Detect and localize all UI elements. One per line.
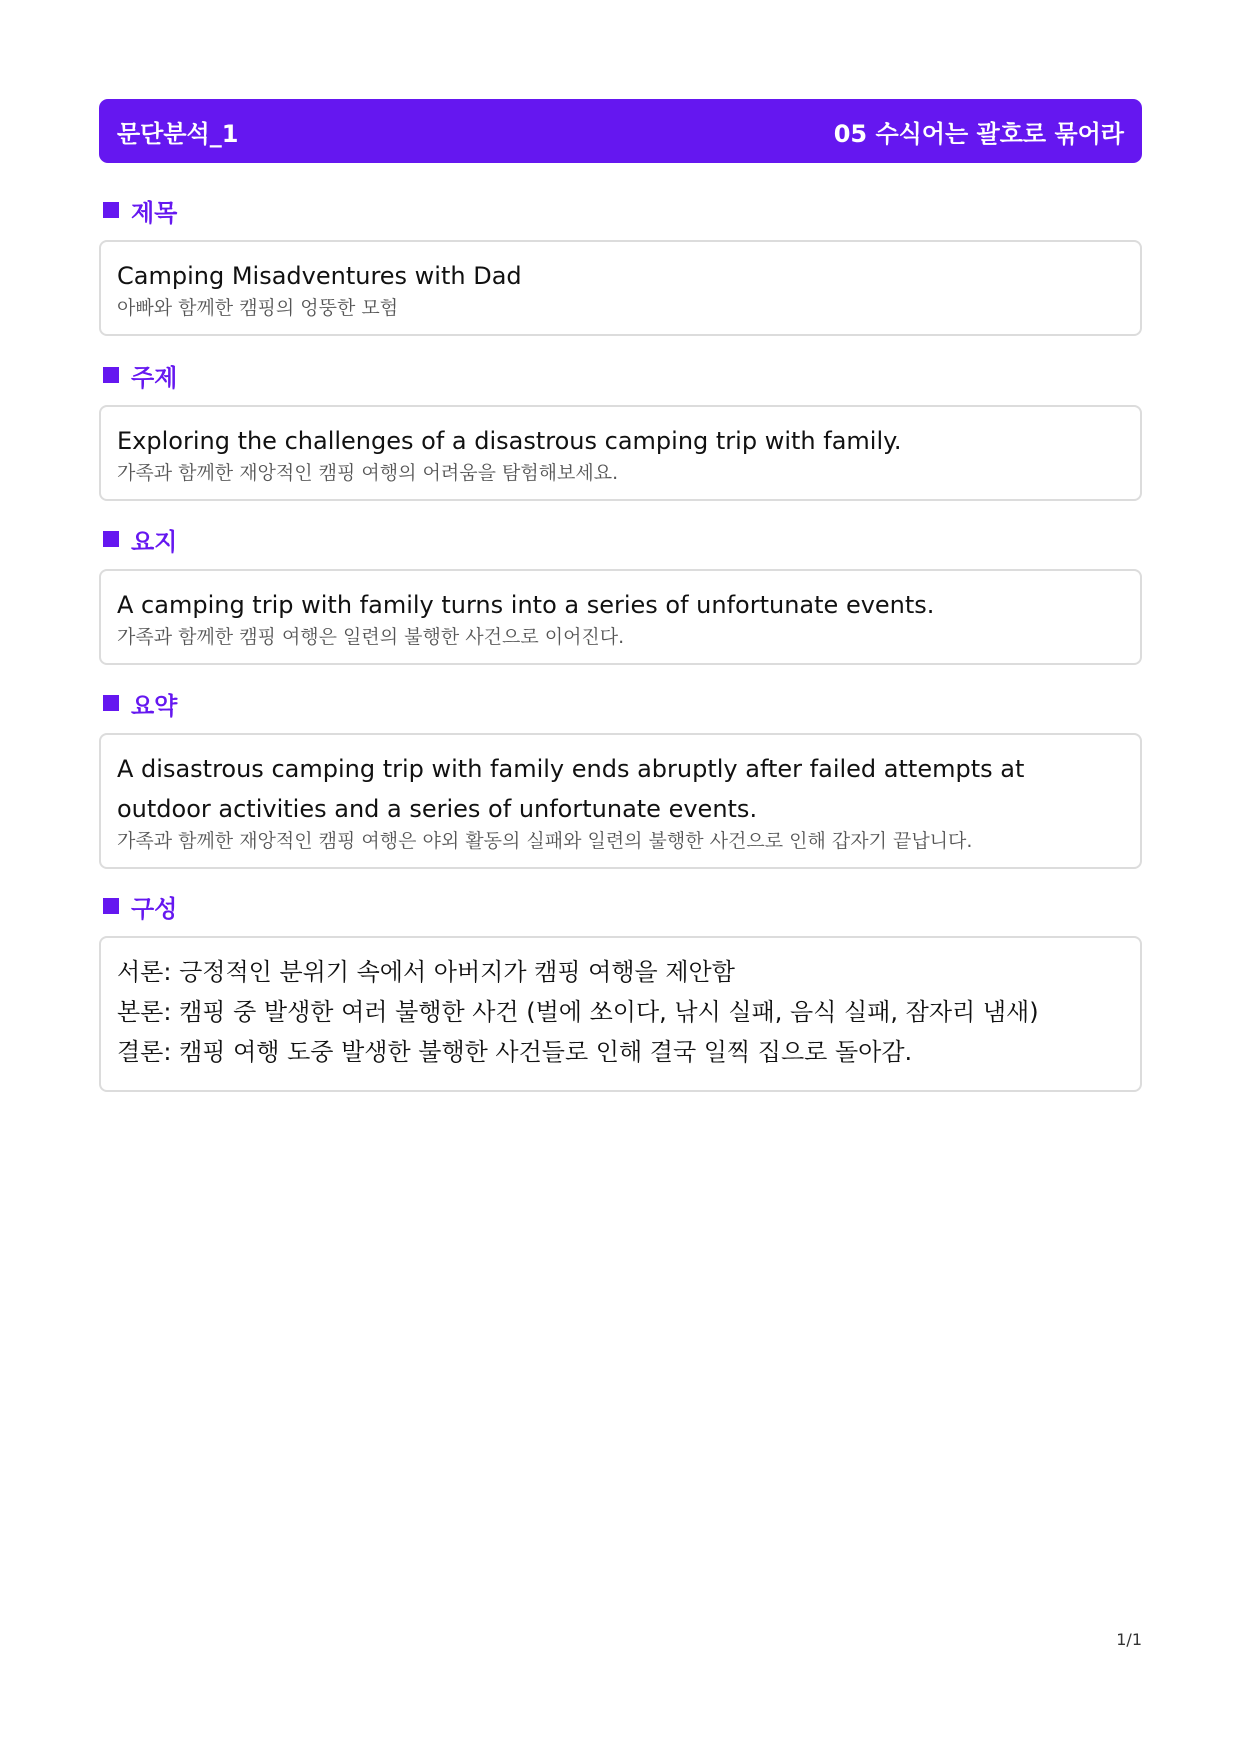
content-box xyxy=(99,405,1142,501)
section-structure xyxy=(99,886,1142,1092)
korean-text: 아빠와 함께한 캠핑의 엉뚱한 모험 xyxy=(117,297,399,319)
section-label-text: 요약 xyxy=(131,691,178,720)
section-label-text: 제목 xyxy=(131,198,178,227)
page-number: 1/1 xyxy=(1116,1630,1142,1649)
section-label xyxy=(99,886,1142,926)
korean-text: 가족과 함께한 캠핑 여행은 일련의 불행한 사건으로 이어진다. xyxy=(117,626,625,648)
section-gist xyxy=(99,519,1142,665)
english-text: A camping trip with family turns into a series of unfortunate events. xyxy=(117,591,935,619)
square-bullet-icon xyxy=(103,898,119,914)
header-title: 문단분석_1 xyxy=(117,119,239,148)
content-box xyxy=(99,936,1142,1092)
korean-text: 가족과 함께한 재앙적인 캠핑 여행의 어려움을 탐험해보세요. xyxy=(117,462,619,484)
square-bullet-icon xyxy=(103,531,119,547)
structure-conclusion: 결론: 캠핑 여행 도중 발생한 불행한 사건들로 인해 결국 일찍 집으로 돌아감. xyxy=(117,1038,913,1066)
section-theme xyxy=(99,355,1142,501)
page-header xyxy=(99,99,1142,163)
section-summary xyxy=(99,683,1142,869)
section-title xyxy=(99,190,1142,336)
square-bullet-icon xyxy=(103,367,119,383)
section-label-text: 요지 xyxy=(131,527,178,556)
structure-intro: 서론: 긍정적인 분위기 속에서 아버지가 캠핑 여행을 제안함 xyxy=(117,958,735,986)
section-label xyxy=(99,683,1142,723)
content-box xyxy=(99,733,1142,869)
square-bullet-icon xyxy=(103,202,119,218)
content-box xyxy=(99,240,1142,336)
section-label xyxy=(99,190,1142,230)
section-label-text: 주제 xyxy=(131,363,178,392)
header-chapter: 05 수식어는 괄호로 묶어라 xyxy=(833,119,1124,148)
square-bullet-icon xyxy=(103,695,119,711)
section-label xyxy=(99,355,1142,395)
english-text: Camping Misadventures with Dad xyxy=(117,262,522,290)
english-text: Exploring the challenges of a disastrous camping trip with family. xyxy=(117,427,902,455)
korean-text: 가족과 함께한 재앙적인 캠핑 여행은 야외 활동의 실패와 일련의 불행한 사건으로 인해 갑자기 끝납니다. xyxy=(117,830,973,852)
content-box xyxy=(99,569,1142,665)
section-label-text: 구성 xyxy=(131,894,178,923)
structure-body: 본론: 캠핑 중 발생한 여러 불행한 사건 (벌에 쏘이다, 낚시 실패, 음식 실패, 잠자리 냄새) xyxy=(117,998,1039,1026)
section-label xyxy=(99,519,1142,559)
english-text: A disastrous camping trip with family ends abruptly after failed attempts at outdoor activities and a series of unfortunate events. xyxy=(117,755,1025,823)
